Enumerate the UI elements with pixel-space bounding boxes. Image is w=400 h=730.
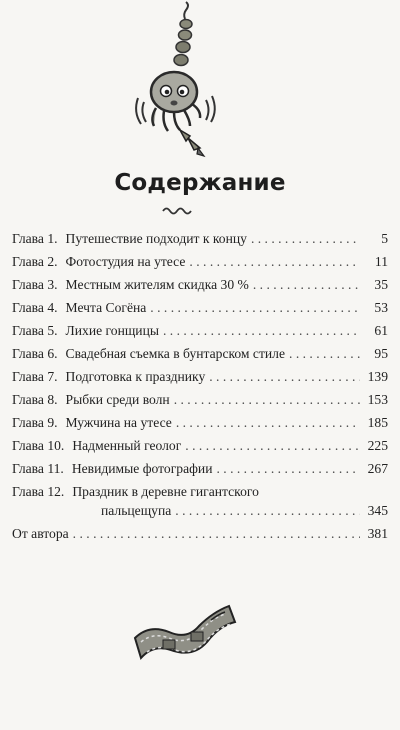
dot-leader <box>209 369 360 384</box>
chapter-number: Глава 12. <box>12 484 65 499</box>
dot-leader <box>189 254 360 269</box>
dot-leader <box>216 461 360 476</box>
chapter-number: Глава 5. <box>12 323 58 338</box>
page-number: 11 <box>374 254 388 269</box>
chapter-title: Надменный геолог <box>72 438 182 453</box>
toc-row[interactable] <box>12 415 388 438</box>
chapter-number: Глава 7. <box>12 369 58 384</box>
page-number: 345 <box>367 503 388 518</box>
chapter-title: Подготовка к празднику <box>65 369 206 384</box>
chapter-title: Праздник в деревне гигантского <box>72 484 259 499</box>
chapter-number: Глава 9. <box>12 415 58 430</box>
dot-leader <box>176 415 360 430</box>
dot-leader <box>185 438 360 453</box>
page-number: 53 <box>374 300 388 315</box>
dot-leader <box>73 526 360 541</box>
chapter-title: От автора <box>12 526 69 541</box>
chapter-number: Глава 3. <box>12 277 58 292</box>
toc-row[interactable] <box>12 461 388 484</box>
chapter-title: Местным жителям скидка 30 % <box>65 277 249 292</box>
page-number: 153 <box>367 392 388 407</box>
toc-row[interactable] <box>12 300 388 323</box>
chapter-number: Глава 11. <box>12 461 64 476</box>
chapter-title: Лихие гонщицы <box>65 323 159 338</box>
toc-row[interactable] <box>12 254 388 277</box>
toc-row[interactable] <box>12 277 388 300</box>
chapter-number: Глава 8. <box>12 392 58 407</box>
page-number: 95 <box>374 346 388 361</box>
dot-leader <box>174 392 360 407</box>
table-of-contents <box>12 231 388 549</box>
chapter-number: Глава 10. <box>12 438 65 453</box>
toc-row[interactable] <box>12 231 388 254</box>
octopus-mascot-icon <box>128 0 228 170</box>
dot-leader <box>163 323 360 338</box>
toc-row[interactable] <box>12 392 388 415</box>
page-number: 185 <box>367 415 388 430</box>
chapter-title: Фотостудия на утесе <box>65 254 186 269</box>
toc-row[interactable] <box>12 346 388 369</box>
toc-row[interactable] <box>12 369 388 392</box>
page-number: 61 <box>374 323 388 338</box>
chapter-number: Глава 2. <box>12 254 58 269</box>
dot-leader <box>150 300 360 315</box>
page-number: 267 <box>367 461 388 476</box>
chapter-title: Мужчина на утесе <box>65 415 172 430</box>
page-number: 381 <box>367 526 388 541</box>
dot-leader <box>175 503 360 518</box>
chapter-title: Невидимые фотографии <box>71 461 213 476</box>
dot-leader <box>253 277 360 292</box>
dot-leader <box>289 346 360 361</box>
chapter-title: Свадебная съемка в бунтарском стиле <box>65 346 286 361</box>
toc-row[interactable] <box>12 438 388 461</box>
chapter-title: Путешествие подходит к концу <box>65 231 247 246</box>
page-number: 35 <box>374 277 388 292</box>
wave-divider-icon <box>162 205 192 215</box>
chapter-title: Мечта Согёна <box>65 300 147 315</box>
page-number: 225 <box>367 438 388 453</box>
chapter-number: Глава 6. <box>12 346 58 361</box>
toc-row[interactable] <box>12 323 388 346</box>
page-number: 5 <box>381 231 388 246</box>
toc-row[interactable] <box>12 526 388 549</box>
chapter-number: Глава 1. <box>12 231 58 246</box>
chapter-number: Глава 4. <box>12 300 58 315</box>
chapter-title: Рыбки среди волн <box>65 392 170 407</box>
chapter-title-continued: пальцещупа <box>101 503 172 518</box>
page-number: 139 <box>367 369 388 384</box>
filmstrip-icon <box>133 604 238 669</box>
toc-row[interactable] <box>12 484 388 526</box>
page-title: Содержание <box>114 170 286 196</box>
dot-leader <box>251 231 360 246</box>
